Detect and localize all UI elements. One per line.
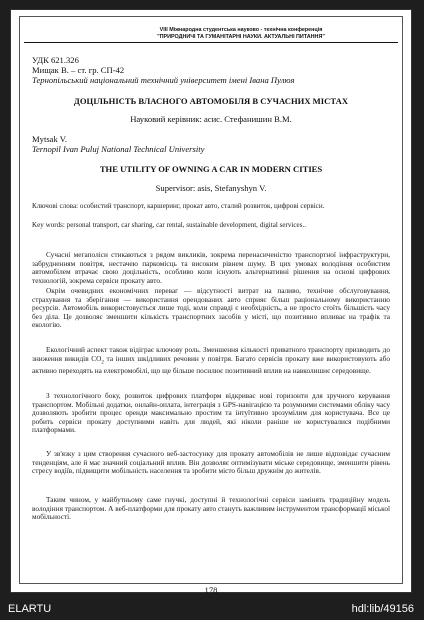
- title-ua: ДОЦІЛЬНІСТЬ ВЛАСНОГО АВТОМОБІЛЯ В СУЧАСНИХ МІСТАХ: [73, 96, 349, 106]
- conference-header: [20, 27, 402, 40]
- co2-subscript: 2: [101, 359, 104, 365]
- supervisor-en: Supervisor: asis, Stefanyshyn V.: [155, 183, 267, 193]
- supervisor-ua: Науковий керівник: асис. Стефанишин В.М.: [130, 114, 292, 124]
- page-frame: [19, 16, 403, 595]
- paragraph-1: Сучасні мегаполіси стикаються з рядом викликів, зокрема перенасиченістю транспортної інфраструктури, забрудненням повітря, нестачею паркомісць та високим рівнем шуму. В цих умовах володіння особистим автомобілем втрачає свою доцільність, особливо коли існують альтернативні рішення на основі цифрових технологій, зокрема сервіси прокату авто.: [32, 250, 390, 285]
- author-en: Mytsak V.: [32, 134, 68, 144]
- header-divider: [24, 42, 398, 43]
- paragraph-3: [32, 346, 390, 376]
- paragraph-6: Таким чином, у майбутньому саме гнучкі, доступні й технологічні сервіси замінять традиційну модель володіння транспортом. А веб-платформи для прокату авто стануть важливим інструментом трансформації міської мобільності.: [32, 495, 390, 521]
- affiliation-ua: Тернопільський національний технічний університет імені Івана Пулюя: [32, 75, 295, 85]
- keywords-ua: Ключові слова: особистий транспорт, каршеринг, прокат авто, сталий розвиток, цифрові сервіси.: [32, 202, 325, 210]
- paper-page: [10, 9, 412, 593]
- conference-line-1: VIII Міжнародна студентська науково - технічна конференція: [159, 27, 323, 33]
- author-ua: Мищак В. – ст. гр. СП-42: [32, 65, 125, 75]
- footer-repository: ELARTU: [8, 603, 52, 615]
- title-en: THE UTILITY OF OWNING A CAR IN MODERN CITIES: [99, 164, 323, 174]
- paragraph-4: З технологічного боку, розвиток цифрових платформ відкриває нові горизонти для зручного керування транспортом. Мобільні додатки, онлайн-оплата, інтеграція з GPS-навігацією та розумними системами обліку часу дозволяють зробити процес оренди максимально простим та інтуїтивно зрозумілим для користувача. Все це робить сервіси прокату доступними навіть для людей, які ніколи раніше не користувалися подібними платформами.: [32, 391, 390, 434]
- keywords-en: Key words: personal transport, car sharing, car rental, sustainable development, digital services..: [32, 221, 307, 229]
- page-number: 178: [204, 585, 218, 595]
- paragraph-5: У зв'язку з цим створення сучасного веб-застосунку для прокату автомобілів не лише відповідає сучасним тенденціям, але й має значний соціальний вплив. Він дозволяє оптимізувати міське середовище, зменшити рівень стресу водіїв, підвищити мобільність населення та зробити місто більш дружнім до жителів.: [32, 449, 390, 475]
- paragraph-2: Окрім очевидних економічних переваг — відсутності витрат на паливо, технічне обслуговування, страхування та зберігання — використання орендованих авто сприяє більш раціональному використанню ресурсів. Автомобіль використовується лише тоді, коли справді є необхідність, а не просто стоїть більшість часу без діла. Це дозволяє зменшити кількість транспортних засобів у місті, що позитивно впливає на трафік та екологію.: [32, 286, 390, 329]
- conference-line-2: "ПРИРОДНИЧІ ТА ГУМАНІТАРНІ НАУКИ. АКТУАЛЬНІ ПИТАННЯ": [157, 33, 325, 40]
- paragraph-3-part-b: та інших шкідливих речовин у повітря. Багато сервісів прокату вже використовують або активно переходять на електромобілі, що ще більше посилює позитивний вплив на навколишнє середовище.: [32, 353, 390, 376]
- udc-code: УДК 621.326: [32, 55, 79, 65]
- footer-handle: hdl:lib/49156: [351, 603, 414, 615]
- paragraph-3-part-a: Екологічний аспект також відіграє ключову роль. Зменшення кількості приватного транспорту призводить до зниження викидів CO: [32, 345, 390, 363]
- affiliation-en: Ternopil Ivan Puluj National Technical University: [32, 144, 205, 154]
